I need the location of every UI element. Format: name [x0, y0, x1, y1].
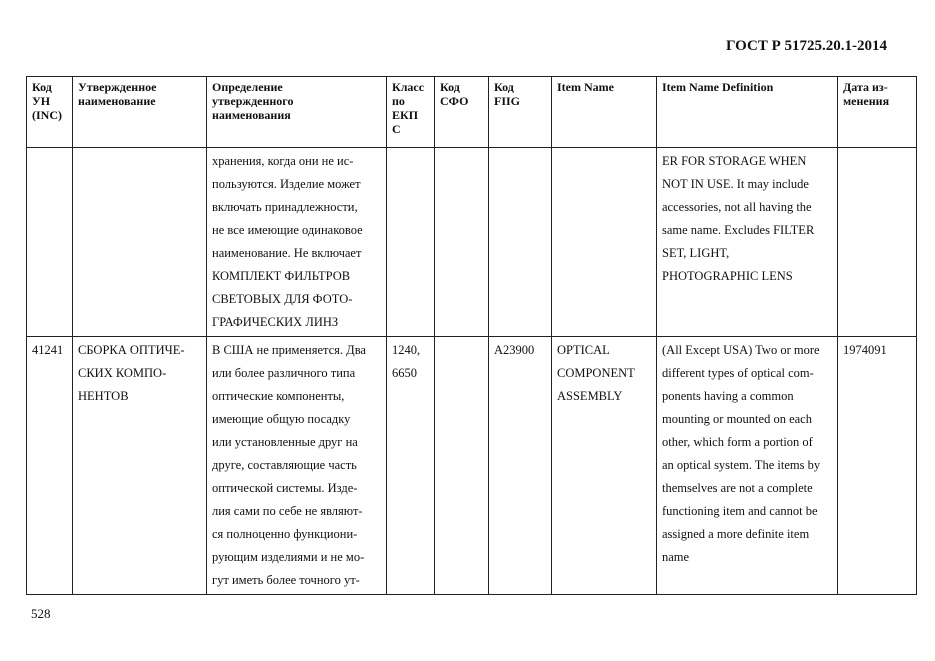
- text-line: Код: [440, 80, 460, 94]
- text-line: Код: [494, 80, 514, 94]
- text-line: менения: [843, 94, 890, 108]
- cell-fiig: [489, 337, 552, 595]
- cell-item-definition: [657, 148, 838, 337]
- text-line: или установленные друг на: [212, 435, 358, 449]
- text-line: an optical system. The items by: [662, 458, 821, 472]
- text-line: PHOTOGRAPHIC LENS: [662, 269, 793, 283]
- col-header-fiig: [489, 77, 552, 148]
- col-header-item-definition: [657, 77, 838, 148]
- text-line: оптической системы. Изде-: [212, 481, 358, 495]
- cell-item-definition: [657, 337, 838, 595]
- text-line: НЕНТОВ: [78, 389, 129, 403]
- text-line: гут иметь более точного ут-: [212, 573, 360, 587]
- text-line: Утвержденное: [78, 80, 157, 94]
- col-header-sfo: [435, 77, 489, 148]
- text-line: не все имеющие одинаковое: [212, 223, 363, 237]
- text-line: пользуются. Изделие может: [212, 177, 361, 191]
- text-line: ЕКП: [392, 108, 419, 122]
- text-line: accessories, not all having the: [662, 200, 812, 214]
- text-line: рующим изделиями и не мо-: [212, 550, 365, 564]
- text-line: mounting or mounted on each: [662, 412, 812, 426]
- text-line: Item Name Definition: [662, 80, 774, 94]
- text-line: УН: [32, 94, 51, 108]
- col-header-date: [838, 77, 917, 148]
- standard-designation: ГОСТ Р 51725.20.1-2014: [725, 38, 887, 54]
- text-line: OPTICAL: [557, 343, 610, 357]
- text-line: same name. Excludes FILTER: [662, 223, 815, 237]
- text-line: включать принадлежности,: [212, 200, 358, 214]
- cell-class: [387, 148, 435, 337]
- text-line: ГРАФИЧЕСКИХ ЛИНЗ: [212, 315, 339, 329]
- catalog-table: [26, 76, 917, 595]
- cell-definition: [207, 148, 387, 337]
- col-header-class: [387, 77, 435, 148]
- cell-date: [838, 337, 917, 595]
- col-header-item-name: [552, 77, 657, 148]
- text-line: В США не применяется. Два: [212, 343, 366, 357]
- text-line: other, which form a portion of: [662, 435, 813, 449]
- text-line: Item Name: [557, 80, 614, 94]
- text-line: Дата из-: [843, 80, 888, 94]
- text-line: assigned a more definite item: [662, 527, 810, 541]
- text-line: СВЕТОВЫХ ДЛЯ ФОТО-: [212, 292, 353, 306]
- text-line: Класс: [392, 80, 425, 94]
- text-line: name: [662, 550, 690, 564]
- text-line: (All Except USA) Two or more: [662, 343, 820, 357]
- cell-approved-name: [73, 148, 207, 337]
- cell-definition: [207, 337, 387, 595]
- text-line: (INC): [32, 108, 62, 122]
- text-line: наименование: [78, 94, 156, 108]
- table-row: [27, 337, 917, 595]
- text-line: имеющие общую посадку: [212, 412, 351, 426]
- text-line: утвержденного: [212, 94, 294, 108]
- cell-class: [387, 337, 435, 595]
- text-line: КОМПЛЕКТ ФИЛЬТРОВ: [212, 269, 351, 283]
- cell-item-name: [552, 148, 657, 337]
- cell-sfo: [435, 337, 489, 595]
- page-number: 528: [31, 606, 51, 621]
- text-line: Код: [32, 80, 52, 94]
- text-line: С: [392, 122, 401, 136]
- text-line: хранения, когда они не ис-: [212, 154, 354, 168]
- text-line: 1240,: [392, 343, 421, 357]
- text-line: functioning item and cannot be: [662, 504, 818, 518]
- text-line: ponents having a common: [662, 389, 794, 403]
- text-line: оптические компоненты,: [212, 389, 345, 403]
- text-line: СБОРКА ОПТИЧЕ-: [78, 343, 185, 357]
- table-header-row: [27, 77, 917, 148]
- text-line: наименования: [212, 108, 291, 122]
- cell-item-name: [552, 337, 657, 595]
- text-line: Определение: [212, 80, 283, 94]
- text-line: СКИХ КОМПО-: [78, 366, 167, 380]
- text-line: ASSEMBLY: [557, 389, 623, 403]
- cell-sfo: [435, 148, 489, 337]
- text-line: 1974091: [843, 343, 887, 357]
- text-line: наименование. Не включает: [212, 246, 362, 260]
- text-line: ся полноценно функциони-: [212, 527, 358, 541]
- text-line: NOT IN USE. It may include: [662, 177, 809, 191]
- text-line: ER FOR STORAGE WHEN: [662, 154, 807, 168]
- table-row: [27, 148, 917, 337]
- cell-fiig: [489, 148, 552, 337]
- text-line: A23900: [494, 343, 535, 357]
- text-line: themselves are not a complete: [662, 481, 813, 495]
- text-line: лия сами по себе не являют-: [212, 504, 363, 518]
- text-line: СФО: [440, 94, 469, 108]
- col-header-inc: [27, 77, 73, 148]
- text-line: COMPONENT: [557, 366, 635, 380]
- text-line: 6650: [392, 366, 417, 380]
- text-line: different types of optical com-: [662, 366, 814, 380]
- text-line: 41241: [32, 343, 64, 357]
- cell-approved-name: [73, 337, 207, 595]
- text-line: SET, LIGHT,: [662, 246, 730, 260]
- text-line: FIIG: [494, 94, 521, 108]
- cell-inc: [27, 337, 73, 595]
- cell-inc: [27, 148, 73, 337]
- col-header-definition: [207, 77, 387, 148]
- col-header-approved-name: [73, 77, 207, 148]
- text-line: по: [392, 94, 405, 108]
- text-line: или более различного типа: [212, 366, 356, 380]
- text-line: друге, составляющие часть: [212, 458, 357, 472]
- cell-date: [838, 148, 917, 337]
